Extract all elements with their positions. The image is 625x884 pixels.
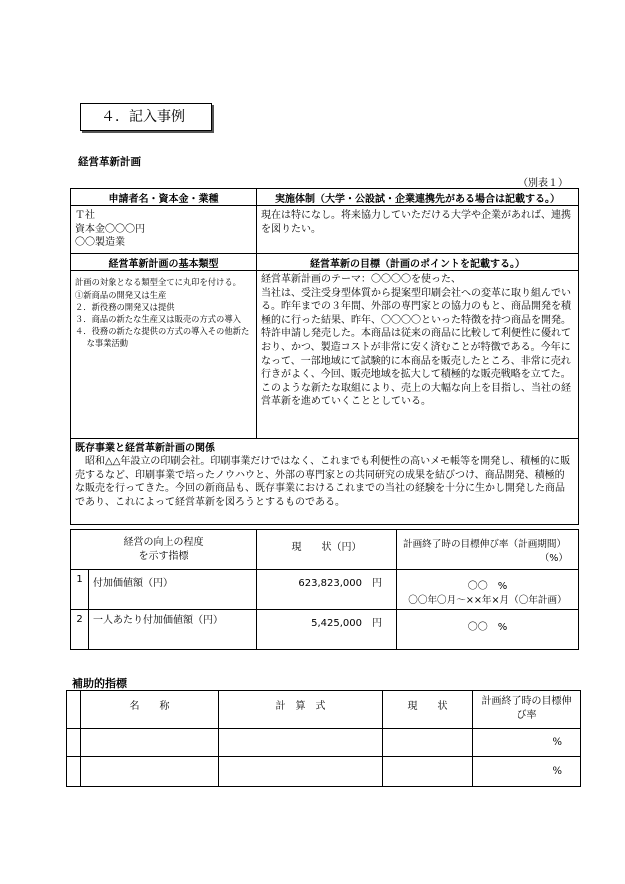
goal-text: 当社は、受注受身型体質から提案型印刷会社への変革に取り組んでいる。昨年までの３年間、外部の専門家との協力のもと、商品開発を積極的に行った結果、昨年、〇〇〇〇といった特徴を持つ商品を開発。特許申請し発売した。本商品は従来の商品に比較して利便性に優れており、かつ、製造コストが非常に安く済むことが特徴である。今年になって、一部地域にて試験的に本商品を販売したところ、非常に売れ行きがよく、今回、販売地域を拡大して積極的な販売戦略を立てた。このような新たな取組により、売上の大幅な向上を目指し、当社の経営革新を進めていくこととしている。 bbox=[261, 287, 571, 408]
target-cell bbox=[397, 570, 579, 610]
aux-current bbox=[383, 729, 473, 757]
indicator-table bbox=[70, 529, 579, 650]
basic-type-item: ①新商品の開発又は生産 bbox=[75, 290, 167, 300]
relation-header: 既存事業と経営革新計画の関係 bbox=[75, 443, 215, 454]
plan-title: 経営革新計画 bbox=[78, 156, 141, 168]
aux-target: % bbox=[473, 757, 581, 787]
aux-header-name: 名 称 bbox=[81, 691, 219, 729]
target-header: 計画終了時の目標伸び率（計画期間） bbox=[403, 539, 567, 550]
current-value: 623,823,000 円 bbox=[257, 570, 397, 610]
aux-name bbox=[81, 729, 219, 757]
indicator-name: 付加価値額（円） bbox=[89, 570, 257, 610]
aux-row-no bbox=[67, 729, 81, 757]
indicator-header: 経営の向上の程度 を示す指標 bbox=[71, 530, 257, 570]
row-number: 2 bbox=[71, 610, 89, 650]
aux-name bbox=[81, 757, 219, 787]
goal-header: 経営革新の目標（計画のポイントを記載する。） bbox=[257, 254, 579, 271]
applicant-name: Ｔ社 bbox=[75, 210, 95, 221]
basic-type-item: ２．新役務の開発又は提供 bbox=[75, 302, 175, 312]
applicant-header: 申請者名・資本金・業種 bbox=[71, 189, 257, 206]
aux-row-no bbox=[67, 757, 81, 787]
basic-type-item: ４．役務の新たな提供の方式の導入その他新たな事業活動 bbox=[75, 326, 250, 348]
structure-header: 実施体制（大学・公設試・企業連携先がある場合は記載する。） bbox=[257, 189, 579, 206]
goal-cell bbox=[257, 271, 579, 439]
aux-corner bbox=[67, 691, 81, 729]
indicator-name: 一人あたり付加価値額（円） bbox=[89, 610, 257, 650]
target-period: 〇〇年〇月～××年×月（〇年計画） bbox=[408, 595, 567, 606]
basic-type-intro: 計画の対象となる類型全てに丸印を付ける。 bbox=[75, 277, 241, 287]
structure-text: 現在は特になし。将来協力していただける大学や企業があれば、連携を図りたい。 bbox=[257, 206, 579, 254]
aux-header-formula: 計 算 式 bbox=[219, 691, 383, 729]
basic-type-header: 経営革新計画の基本類型 bbox=[71, 254, 257, 271]
aux-formula bbox=[219, 757, 383, 787]
applicant-industry: 〇〇製造業 bbox=[75, 237, 125, 248]
row-number: 1 bbox=[71, 570, 89, 610]
target-value: 〇〇 % bbox=[397, 610, 579, 650]
plan-table bbox=[70, 188, 579, 525]
basic-type-item: ３．商品の新たな生産又は販売の方式の導入 bbox=[75, 314, 241, 324]
aux-current bbox=[383, 757, 473, 787]
aux-header-target: 計画終了時の目標伸び率 bbox=[473, 691, 581, 729]
aux-formula bbox=[219, 729, 383, 757]
goal-theme: 経営革新計画のテーマ：〇〇〇〇を使った、 bbox=[261, 274, 461, 285]
relation-text: 昭和△△年設立の印刷会社。印刷事業だけではなく、これまでも利便性の高いメモ帳等を開発し、積極的に販売するなど、印刷事業で培ったノウハウと、外部の専門家との共同研究の成果を結びつけ、商品開発、積極的な販売を行ってきた。今回の新商品も、既存事業におけるこれまでの当社の経験を十分に生かし開発した商品であり、これによって経営革新を図ろうとするものである。 bbox=[75, 456, 571, 508]
target-header-cell bbox=[397, 530, 579, 570]
aux-target: % bbox=[473, 729, 581, 757]
target-value: 〇〇 % bbox=[467, 581, 508, 592]
relation-cell bbox=[71, 439, 579, 525]
applicant-cell bbox=[71, 206, 257, 254]
aux-title: 補助的指標 bbox=[72, 677, 127, 690]
aux-header-current: 現 状 bbox=[383, 691, 473, 729]
section-heading: ４．記入事例 bbox=[80, 103, 212, 131]
current-header: 現 状（円） bbox=[257, 530, 397, 570]
target-header-unit: （%） bbox=[539, 553, 568, 564]
aux-table bbox=[66, 690, 581, 787]
basic-type-cell bbox=[71, 271, 257, 439]
attachment-label: （別表１） bbox=[518, 178, 568, 189]
current-value: 5,425,000 円 bbox=[257, 610, 397, 650]
applicant-capital: 資本金〇〇〇円 bbox=[75, 223, 145, 235]
